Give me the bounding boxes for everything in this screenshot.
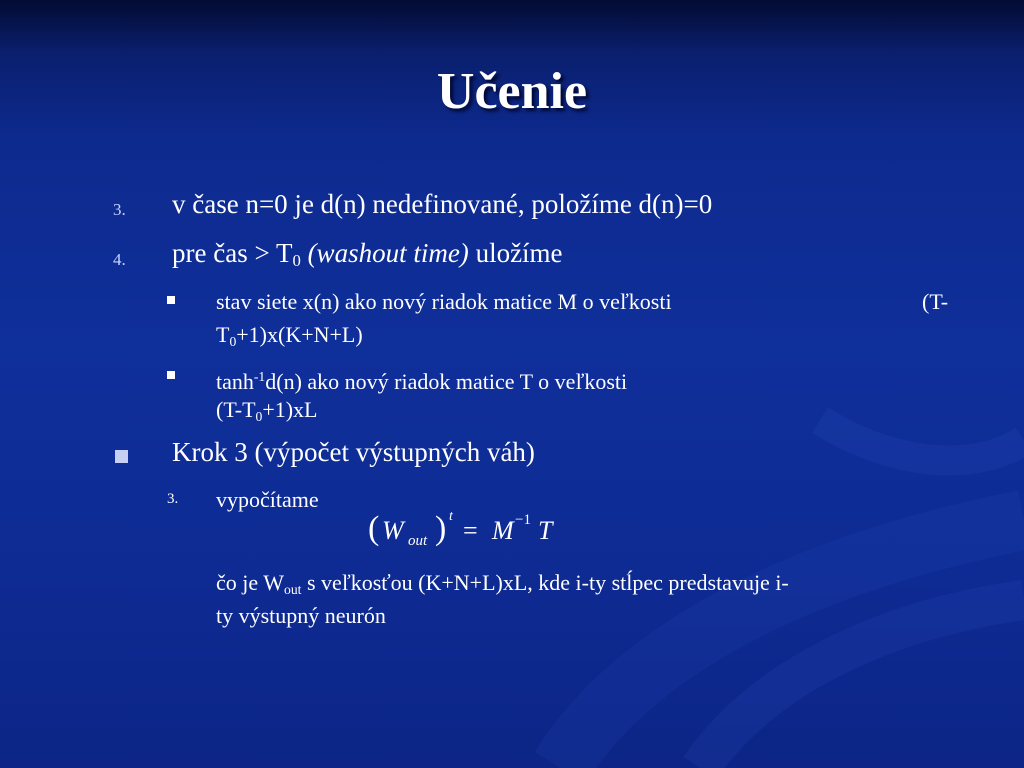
step-text: vypočítame [216, 487, 319, 512]
list-item-4: pre čas > $T_0$ (washout time) uložíme [172, 238, 563, 270]
sub-bullet-1-line2: $T_0+1)x(K+N+L)$ [216, 322, 363, 349]
sub-bullet-2-line2: $(T-T_0+1)xL$ [216, 397, 318, 424]
list-item-3: v čase n=0 je d(n) nedefinované, položíme d(n)=0 [172, 189, 713, 219]
eq-out: out [408, 533, 428, 549]
sub-bullet-2-line1: $\tanh^{-1}d(n)$ ako nový riadok matice T o veľkosti [216, 369, 628, 394]
eq-t: t [449, 509, 453, 524]
sub-bullet-1-line1-end: (T- [922, 289, 949, 314]
explanation-line1: čo je $W_{out}$ s veľkosťou (K+N+L)xL, kde i-ty stĺpec predstavuje i- [216, 570, 789, 597]
bullet-square [167, 371, 175, 379]
explanation-line2: ty výstupný neurón [216, 603, 386, 628]
step-number-3: 3. [167, 491, 179, 507]
bullet-square [167, 296, 175, 304]
list-number-4: 4. [113, 250, 126, 269]
paren-left: ( [368, 510, 380, 547]
eq-w: W [382, 516, 404, 545]
equation [368, 506, 568, 556]
eq-T: T [538, 516, 553, 545]
eq-equals: = [463, 516, 478, 545]
main-bullet-krok3: Krok 3 (výpočet výstupných váh) [172, 437, 535, 467]
eq-m: M [492, 516, 514, 545]
eq-inverse: −1 [515, 512, 531, 528]
slide-title: Učenie [436, 63, 588, 120]
list-number-3: 3. [113, 200, 126, 219]
paren-right: ) [435, 510, 447, 547]
bullet-square [115, 450, 128, 463]
sub-bullet-1-line1: stav siete x(n) ako nový riadok matice M o veľkosti [216, 289, 672, 314]
